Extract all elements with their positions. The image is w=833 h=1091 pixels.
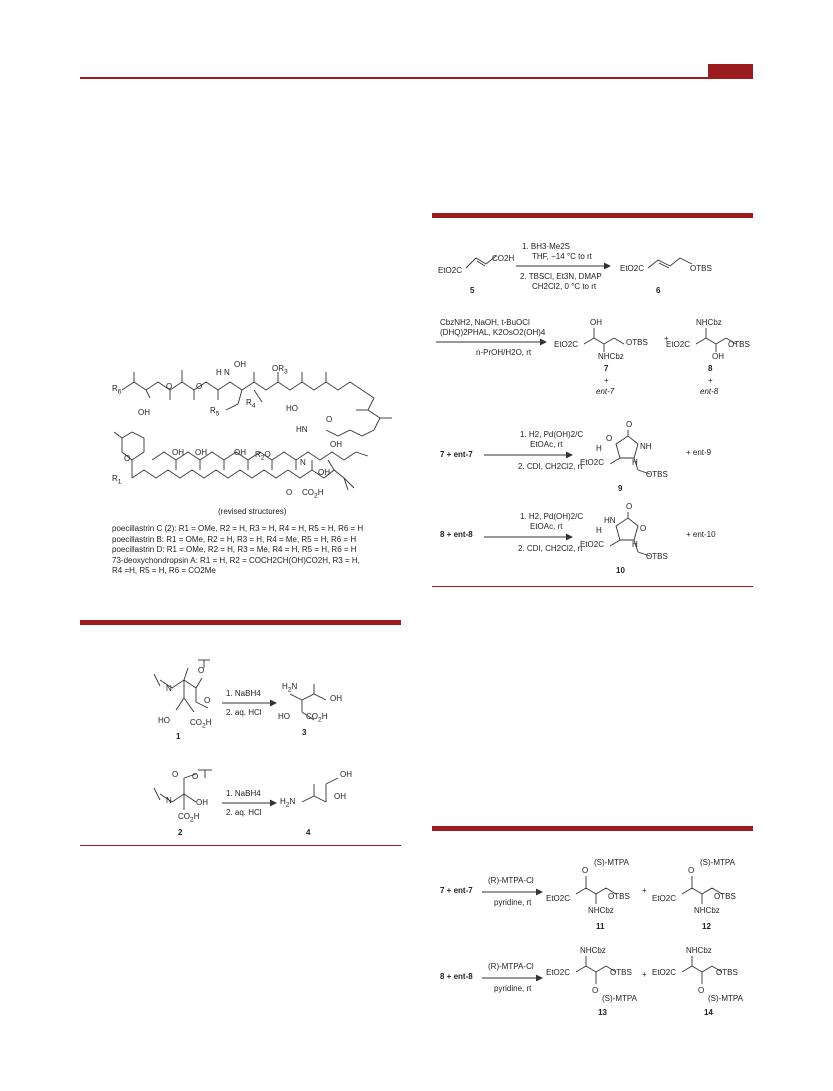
label-14: 14 (704, 1008, 713, 1017)
eto2c-label: EtO2C (666, 340, 691, 349)
condition-text: 2. CDI, CH2Cl2, rt (518, 544, 583, 553)
co2h-label: CO2H (492, 254, 515, 263)
eto2c-label: EtO2C (652, 968, 677, 977)
oh-label: OH (138, 408, 150, 417)
page-number-tab (708, 64, 753, 79)
reactant-label: 7 + ent-7 (440, 450, 473, 459)
nhcbz-label: NHCbz (694, 906, 720, 915)
label-6: 6 (656, 286, 661, 295)
h-label: H (596, 526, 602, 535)
nhcbz-label: NHCbz (588, 906, 614, 915)
label-7: 7 (604, 364, 609, 373)
oh-label: OH (330, 694, 342, 703)
condition-text: n-PrOH/H2O, rt (476, 348, 532, 357)
oh-label: OH (195, 448, 207, 457)
nhcbz-label: NHCbz (686, 946, 712, 955)
condition-text: 1. H2, Pd(OH)2/C (520, 512, 584, 521)
condition-text: EtOAc, rt (530, 522, 563, 531)
mtpa-label: (S)-MTPA (700, 858, 735, 867)
oh-label: OH (590, 318, 602, 327)
reaction-arrow (484, 452, 574, 458)
condition-text: (R)-MTPA-Cl (488, 876, 534, 885)
label-13: 13 (598, 1008, 607, 1017)
nhcbz-label: NHCbz (580, 946, 606, 955)
eto2c-label: EtO2C (546, 894, 571, 903)
co2h-label: $CO_2H$ (306, 712, 328, 724)
label-1: 1 (176, 732, 181, 741)
condition-text: 1. H2, Pd(OH)2/C (520, 430, 584, 439)
label-5: 5 (470, 286, 475, 295)
condition-text: CbzNH2, NaOH, t-BuOCl (440, 318, 530, 327)
condition-text: EtOAc, rt (530, 440, 563, 449)
compound-list (112, 524, 412, 577)
plus-sign: + (708, 376, 713, 385)
condition-text: 2. TBSCl, Et3N, DMAP (520, 272, 602, 281)
otbs-label: OTBS (728, 340, 750, 349)
hn-label: H N (216, 368, 230, 377)
otbs-label: OTBS (646, 552, 668, 561)
plus-sign: + (642, 970, 647, 979)
scheme-bottom-rule (80, 845, 401, 846)
step-text: 1. NaBH4 (226, 789, 261, 798)
oh-label: OH (340, 770, 352, 779)
reaction-arrow (482, 889, 544, 895)
o-label: O (698, 986, 705, 995)
compound-line: 73-deoxychondropsin A: R1 = H, R2 = COCH2CH(OH)CO2H, R3 = H, (112, 555, 360, 565)
o-label: O (166, 382, 173, 391)
nhcbz-label: NHCbz (598, 352, 624, 361)
otbs-label: OTBS (610, 968, 632, 977)
step-text: 2. aq. HCl (226, 808, 262, 817)
o-label: O (688, 866, 695, 875)
ho-label: HO (158, 716, 170, 725)
condition-text: pyridine, rt (494, 898, 532, 907)
eto2c-label: EtO2C (652, 894, 677, 903)
label-9: 9 (618, 484, 623, 493)
oh-label: OH (234, 360, 246, 369)
eto2c-label: EtO2C (580, 540, 605, 549)
plus-sign: + (642, 886, 647, 895)
o-label: O (606, 434, 613, 443)
n-label: N (166, 684, 172, 693)
header-rule (80, 77, 753, 79)
o-label: O (582, 866, 589, 875)
h2n-label: $H_2N$ (280, 797, 296, 809)
otbs-label: OTBS (626, 338, 648, 347)
step-text: 2. aq. HCl (226, 708, 262, 717)
r2o-label: $R_2O$ (255, 450, 271, 462)
o-label: O (286, 488, 293, 497)
ho-label: HO (278, 712, 290, 721)
hn-label: HN (296, 425, 308, 434)
r5-label: $R_5$ (210, 406, 220, 418)
mtpa-label: (S)-MTPA (708, 994, 743, 1003)
oh-label: OH (196, 798, 208, 807)
o-label: O (192, 772, 199, 781)
reaction-arrow (222, 800, 278, 806)
label-3: 3 (302, 728, 307, 737)
nh-label: NH (640, 442, 652, 451)
reactant-label: 8 + ent-8 (440, 972, 473, 981)
scheme-top-rule (432, 213, 753, 218)
otbs-label: OTBS (690, 264, 712, 273)
o-label: O (172, 770, 179, 779)
condition-text: 1. BH3·Me2S (522, 242, 571, 251)
o-label: O (196, 382, 203, 391)
mtpa-label: (S)-MTPA (594, 858, 629, 867)
reaction-arrow (484, 534, 574, 540)
ent-7-label: ent-7 (596, 387, 615, 396)
label-2: 2 (178, 828, 183, 837)
condition-text: (R)-MTPA-Cl (488, 962, 534, 971)
o-label: O (592, 986, 599, 995)
oh-label: OH (172, 448, 184, 457)
oh-label: OH (712, 352, 724, 361)
oh-label: OH (318, 468, 330, 477)
h-label: H (596, 444, 602, 453)
ent-9-label: + ent-9 (686, 448, 712, 457)
compound-line: poecillastrin D: R1 = OMe, R2 = H, R3 = Me, R4 = H, R5 = H, R6 = H (112, 545, 357, 554)
o-label: O (124, 454, 131, 463)
n-label: N (166, 796, 172, 805)
eto2c-label: EtO2C (580, 458, 605, 467)
plus-sign: + (604, 376, 609, 385)
otbs-label: OTBS (716, 968, 738, 977)
condition-text: CH2Cl2, 0 °C to rt (532, 282, 597, 291)
ho-label: HO (286, 404, 298, 413)
scheme-top-rule (80, 620, 401, 625)
r4-label: $R_4$ (246, 398, 256, 410)
r1-label: $R_1$ (112, 474, 122, 486)
o-label: O (626, 420, 633, 429)
otbs-label: OTBS (608, 892, 630, 901)
hn-label: HN (604, 516, 616, 525)
reaction-arrow (222, 700, 278, 706)
otbs-label: OTBS (646, 470, 668, 479)
co2h-label: $CO_2H$ (190, 718, 212, 730)
macrolide-structure (112, 360, 412, 520)
step-text: 1. NaBH4 (226, 689, 261, 698)
scheme-top-rule (432, 826, 753, 831)
ent-8-label: ent-8 (700, 387, 719, 396)
o-label: O (204, 696, 211, 705)
oh-label: OH (330, 440, 342, 449)
condition-text: (DHQ)2PHAL, K2OsO2(OH)4 (440, 328, 546, 337)
label-4: 4 (306, 828, 311, 837)
or3-label: $OR_3$ (272, 364, 288, 376)
h-label: H (632, 458, 638, 467)
nhcbz-label: NHCbz (696, 318, 722, 327)
eto2c-label: EtO2C (546, 968, 571, 977)
reactant-label: 8 + ent-8 (440, 530, 473, 539)
o-label: O (640, 524, 647, 533)
o-label: O (198, 666, 205, 675)
condition-text: 2. CDI, CH2Cl2, rt (518, 462, 583, 471)
oh-label: OH (234, 448, 246, 457)
label-10: 10 (616, 566, 625, 575)
mtpa-label: (S)-MTPA (602, 994, 637, 1003)
h-label: H (632, 540, 638, 549)
reaction-arrow (482, 975, 544, 981)
n-label: N (300, 458, 306, 467)
scheme-bottom-rule (432, 586, 753, 587)
eto2c-label: EtO2C (554, 340, 579, 349)
o-label: O (626, 502, 633, 511)
o-label: O (326, 415, 333, 424)
condition-text: pyridine, rt (494, 984, 532, 993)
label-12: 12 (702, 922, 711, 931)
otbs-label: OTBS (714, 892, 736, 901)
structure-5: EtO2C (438, 266, 463, 275)
label-11: 11 (596, 922, 605, 931)
ent-10-label: + ent-10 (686, 530, 716, 539)
plus-sign: + (664, 334, 669, 343)
condition-text: THF, −14 °C to rt (532, 252, 592, 261)
compound-line: poecillastrin C (2): R1 = OMe, R2 = H, R3 = H, R4 = H, R5 = H, R6 = H (112, 524, 364, 533)
structure-6: EtO2C (620, 264, 645, 273)
co2h-label: $CO_2H$ (302, 488, 324, 500)
compound-line: R4 =H, R5 = H, R6 = CO2Me (112, 566, 216, 575)
reaction-arrow (436, 339, 548, 345)
h2n-label: $H_2N$ (282, 682, 298, 694)
label-8: 8 (708, 364, 713, 373)
reaction-arrow (516, 263, 612, 269)
reactant-label: 7 + ent-7 (440, 886, 473, 895)
r6-label: $R_6$ (112, 384, 122, 396)
compound-line: poecillastrin B: R1 = OMe, R2 = H, R3 = H, R4 = Me, R5 = H, R6 = H (112, 534, 357, 544)
co2h-label: $CO_2H$ (178, 812, 200, 824)
oh-label: OH (334, 792, 346, 801)
revised-caption: (revised structures) (218, 507, 287, 516)
